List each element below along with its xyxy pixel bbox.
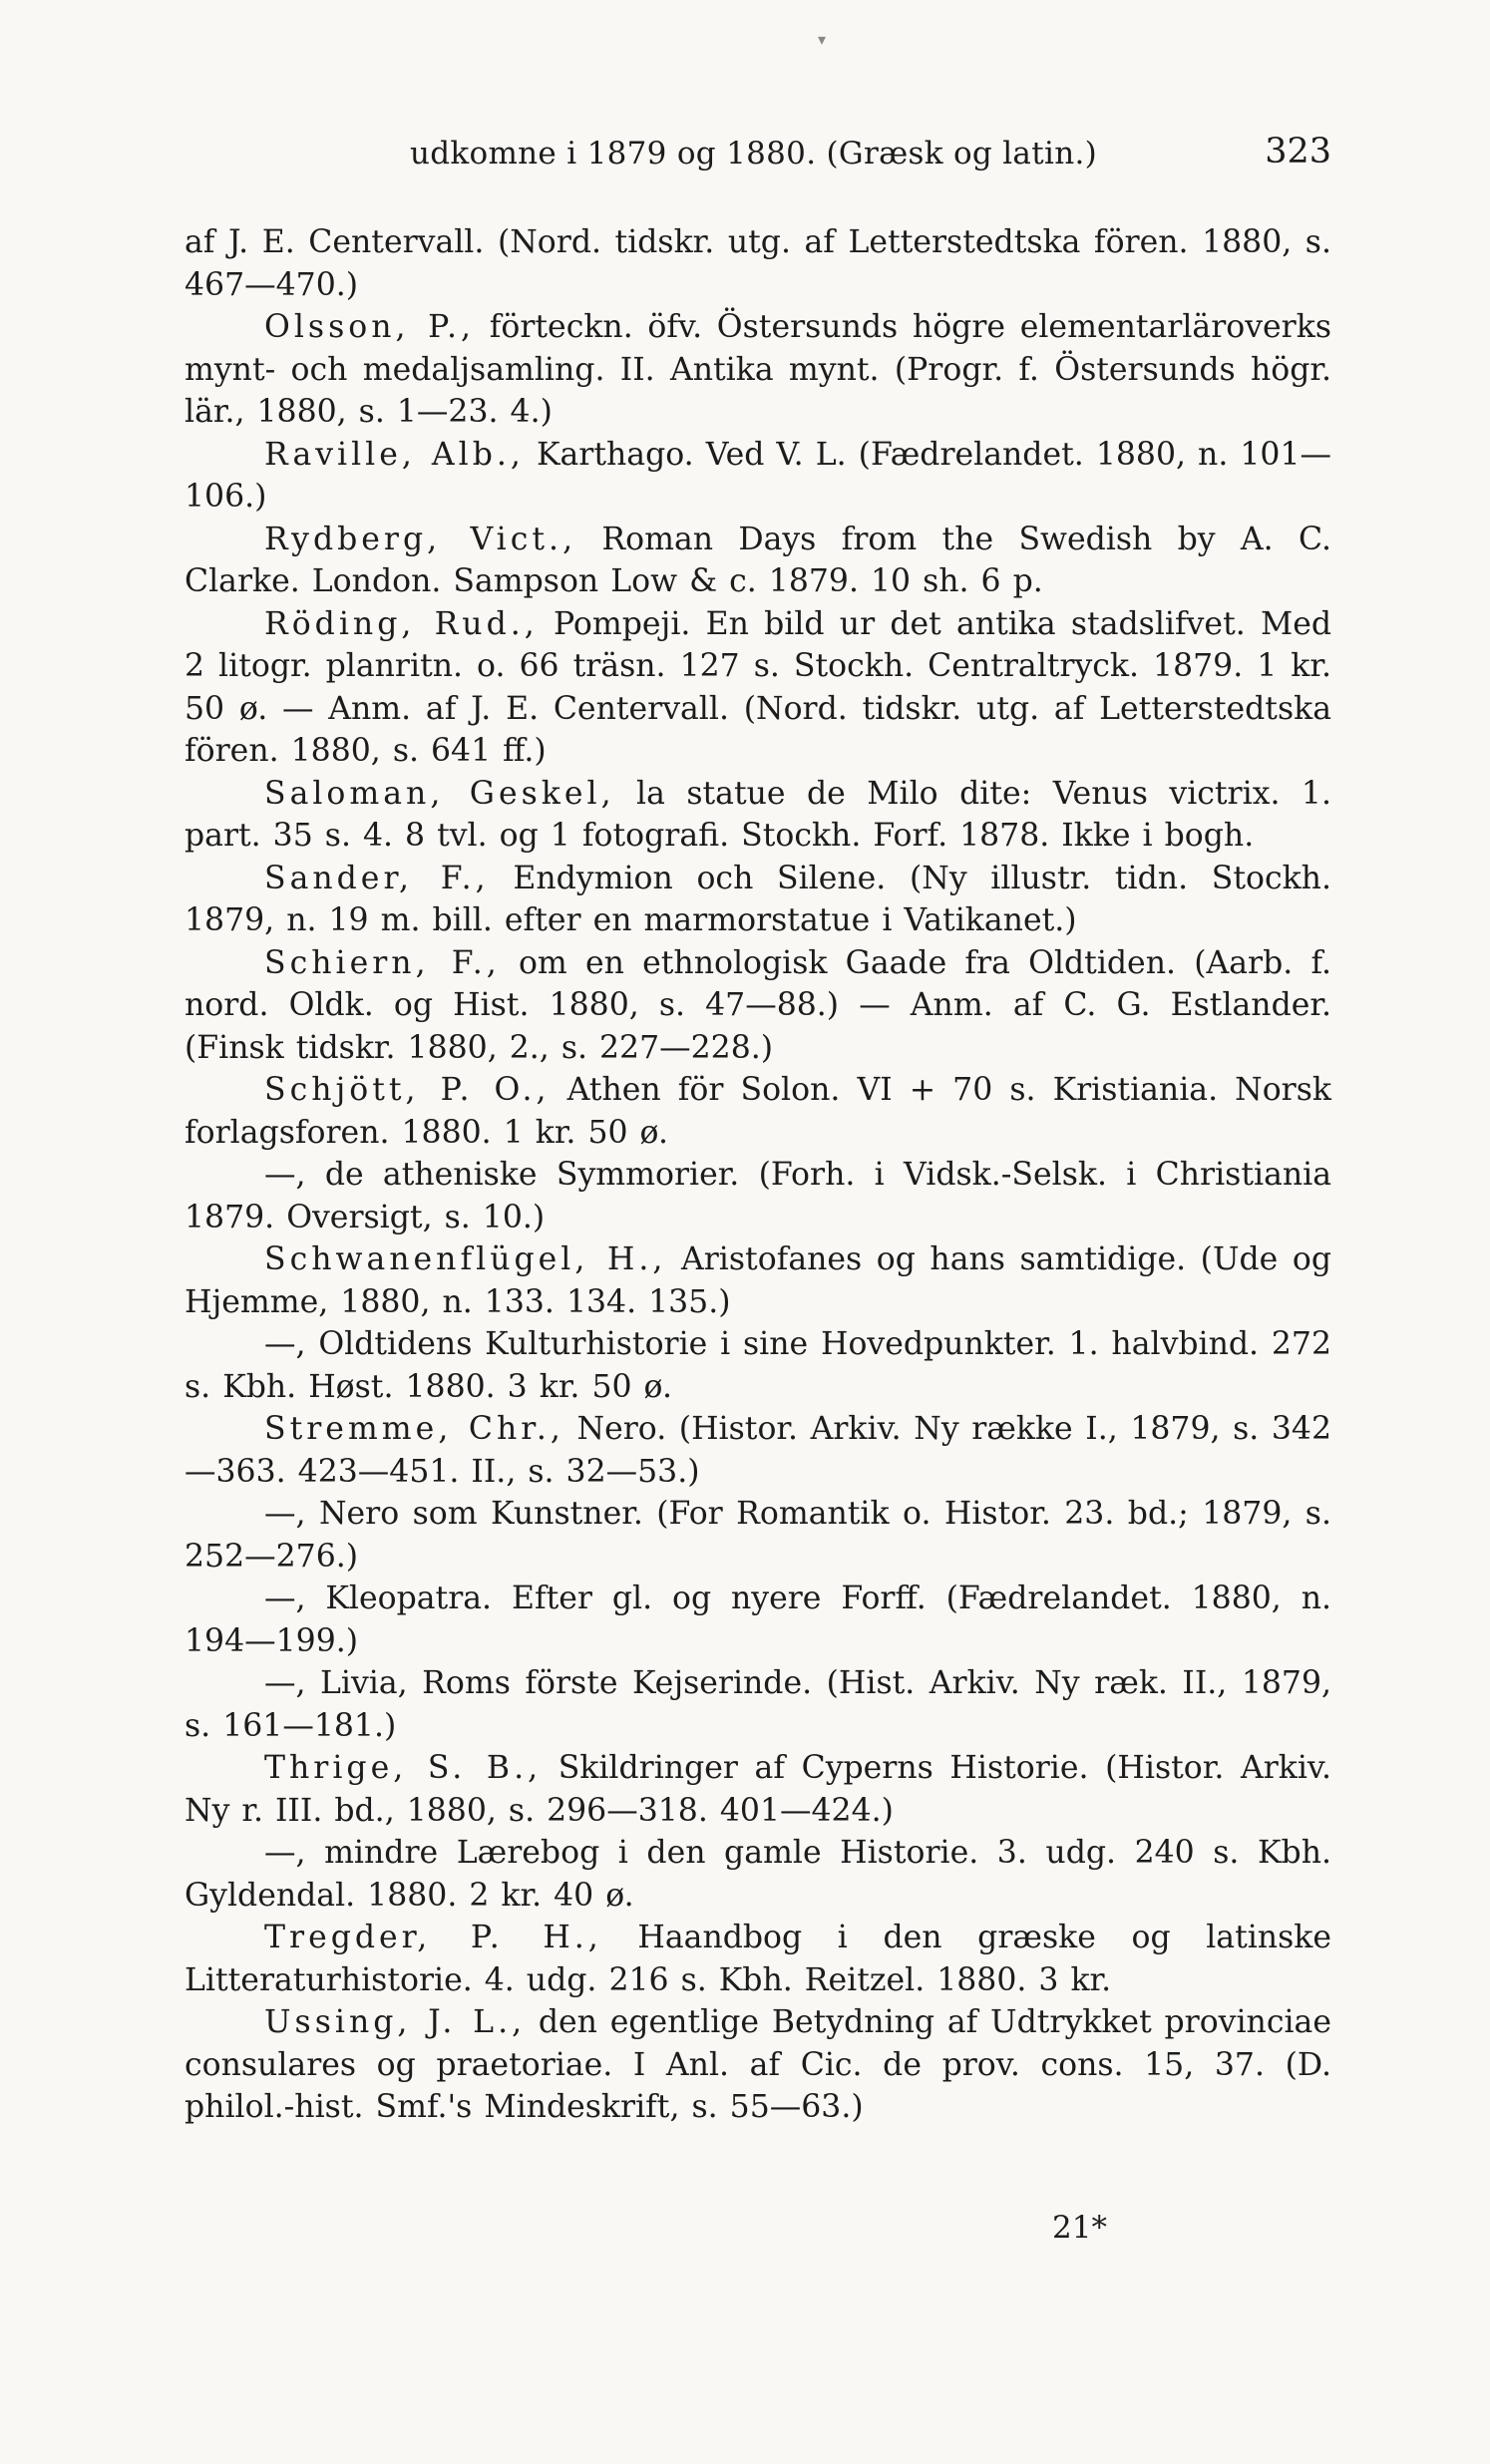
page-number: 323 (1265, 132, 1331, 172)
entry-text: —, Livia, Roms förste Kejserinde. (Hist. Arkiv. Ny ræk. II., 1879, s. 161—181.) (185, 1665, 1331, 1744)
entry-author: Röding, Rud., (264, 605, 539, 642)
running-title: udkomne i 1879 og 1880. (Græsk og latin.) (410, 136, 1098, 172)
entry-text: —, de atheniske Symmorier. (Forh. i Vidsk.-Selsk. i Christiania 1879. Oversigt, s. 10.) (185, 1157, 1331, 1235)
entry-text: —, Kleopatra. Efter gl. og nyere Forff. (Fædrelandet. 1880, n. 194—199.) (185, 1581, 1331, 1659)
bibliography-entry (185, 306, 1331, 434)
signature-mark: 21* (1052, 2210, 1107, 2246)
entry-text: den egentlige Betydning af Udtrykket provinciae consulares og praetoriae. I Anl. af Cic. de prov. cons. 15, 37. (D. philol.-hist. Smf.'s Mindeskrift, s. 55—63.) (185, 2004, 1331, 2125)
entry-text: Pompeji. En bild ur det antika stadslifvet. Med 2 litogr. planritn. o. 66 träsn. 127 s. Stockh. Centraltryck. 1879. 1 kr. 50 ø. — Anm. af J. E. Centervall. (Nord. tidskr. utg. af Letterstedtska fören. 1880, s. 641 ff.) (185, 605, 1332, 769)
entry-text: Skildringer af Cyperns Historie. (Histor. Arkiv. Ny r. III. bd., 1880, s. 296—318. 401—424.) (185, 1750, 1331, 1829)
entry-text: om en ethnologisk Gaade fra Oldtiden. (Aarb. f. nord. Oldk. og Hist. 1880, s. 47—88.) — Anm. af C. G. Estlander. (Finsk tidskr. 1880, 2., s. 227—228.) (185, 944, 1331, 1066)
entry-author: Saloman, Geskel, (264, 775, 615, 812)
bibliography-entry (185, 1323, 1331, 1408)
bibliography-entry (185, 1238, 1331, 1323)
bibliography-entry (185, 519, 1331, 603)
bibliography-entry (185, 1408, 1331, 1493)
entry-author: Stremme, Chr., (264, 1411, 564, 1447)
entry-author: Thrige, S. B., (264, 1750, 543, 1786)
bibliography-list (185, 221, 1331, 2129)
entry-text: Karthago. Ved V. L. (Fædrelandet. 1880, n. 101—106.) (185, 436, 1331, 515)
entry-author: Tregder, P. H., (264, 1920, 602, 1955)
entry-text: —, Nero som Kunstner. (For Romantik o. Histor. 23. bd.; 1879, s. 252—276.) (185, 1496, 1331, 1575)
bibliography-entry (185, 773, 1331, 858)
bibliography-entry (185, 221, 1331, 306)
bibliography-entry (185, 603, 1331, 773)
entry-author: Schjött, P. O., (264, 1072, 551, 1108)
entry-text: Athen för Solon. VI + 70 s. Kristiania. Norsk forlagsforen. 1880. 1 kr. 50 ø. (185, 1072, 1331, 1151)
entry-text: förteckn. öfv. Östersunds högre elementarläroverks mynt- och medaljsamling. II. Antika mynt. (Progr. f. Östersunds högr. lär., 1880, s. 1—23. 4.) (185, 309, 1331, 430)
bibliography-entry (185, 1069, 1331, 1154)
bibliography-entry (185, 1917, 1331, 2001)
bibliography-entry (185, 1747, 1331, 1832)
entry-text: af J. E. Centervall. (Nord. tidskr. utg. af Letterstedtska fören. 1880, s. 467—470.) (185, 224, 1331, 303)
bibliography-entry (185, 1493, 1331, 1578)
entry-text: Roman Days from the Swedish by A. C. Clarke. London. Sampson Low & c. 1879. 10 sh. 6 p. (185, 521, 1331, 599)
bibliography-entry (185, 1578, 1331, 1662)
entry-text: Aristofanes og hans samtidige. (Ude og Hjemme, 1880, n. 133. 134. 135.) (185, 1241, 1331, 1320)
entry-author: Rydberg, Vict., (264, 521, 577, 557)
entry-text: Nero. (Histor. Arkiv. Ny række I., 1879, s. 342—363. 423—451. II., s. 32—53.) (185, 1411, 1331, 1490)
entry-author: Schiern, F., (264, 944, 501, 981)
entry-text: la statue de Milo dite: Venus victrix. 1. part. 35 s. 4. 8 tvl. og 1 fotografi. Stockh. Forf. 1878. Ikke i bogh. (185, 775, 1331, 854)
entry-author: Olsson, P., (264, 309, 476, 345)
entry-text: Haandbog i den græske og latinske Litteraturhistorie. 4. udg. 216 s. Kbh. Reitzel. 1880. 3 kr. (185, 1920, 1331, 1998)
bibliography-entry (185, 942, 1331, 1070)
entry-author: Sander, F., (264, 860, 490, 896)
bibliography-entry (185, 858, 1331, 942)
bibliography-entry (185, 1154, 1331, 1238)
bibliography-entry (185, 1662, 1331, 1747)
entry-author: Ussing, J. L., (264, 2004, 527, 2040)
bibliography-entry (185, 434, 1331, 519)
page-header (185, 126, 1331, 176)
entry-author: Schwanenflügel, H., (264, 1241, 667, 1277)
entry-author: Raville, Alb., (264, 436, 525, 473)
bibliography-entry (185, 2001, 1331, 2129)
entry-text: Endymion och Silene. (Ny illustr. tidn. Stockh. 1879, n. 19 m. bill. efter en marmorstatue i Vatikanet.) (185, 860, 1331, 938)
entry-text: —, mindre Lærebog i den gamle Historie. 3. udg. 240 s. Kbh. Gyldendal. 1880. 2 kr. 40 ø. (185, 1835, 1331, 1914)
bibliography-entry (185, 1832, 1331, 1917)
page-mark: ▾ (818, 30, 827, 49)
entry-text: —, Oldtidens Kulturhistorie i sine Hovedpunkter. 1. halvbind. 272 s. Kbh. Høst. 1880. 3 kr. 50 ø. (185, 1326, 1331, 1405)
